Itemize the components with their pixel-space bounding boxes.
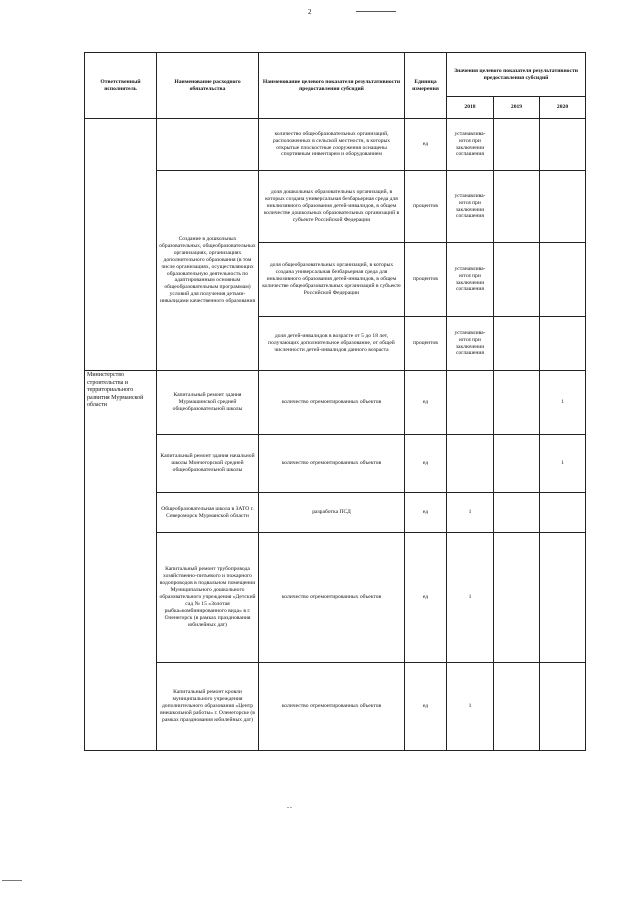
value-2018-cell [447,435,494,493]
value-2019-cell [494,435,540,493]
header-unit: Единица измерения [405,53,447,119]
header-executor: Ответственный исполнитель [85,53,157,119]
value-2019-cell [494,663,540,751]
value-2020-cell [540,493,586,533]
indicator-cell: доля общеобразовательных организаций, в которых создана универсальная безбарьерная среда для инклюзивного образования детей-инвалидов, в общем количестве общеобразовательных организаций в субъекте Российской Федерации [259,243,405,317]
value-2019-cell [494,493,540,533]
value-2019-cell [494,243,540,317]
value-2018-cell: 1 [447,663,494,751]
value-2020-cell [540,171,586,243]
value-2018-cell: 1 [447,493,494,533]
unit-cell: ед [405,663,447,751]
table-row [85,493,586,533]
indicator-cell: количество отремонтированных объектов [259,533,405,663]
indicator-cell: разработка ПСД [259,493,405,533]
executor-cell-empty [85,119,157,371]
value-2020-cell: 1 [540,435,586,493]
unit-cell: ед [405,119,447,171]
value-2018-cell: 1 [447,533,494,663]
table-row [85,119,586,171]
table-row [85,663,586,751]
header-year-2018: 2018 [447,97,494,119]
table-row [85,435,586,493]
value-2018-cell: устанавлива-ются при заключении соглашения [447,171,494,243]
unit-cell: процентов [405,317,447,371]
table-row [85,371,586,435]
unit-cell: ед [405,435,447,493]
unit-cell: процентов [405,243,447,317]
scan-edge-mark [2,880,22,881]
page-number: 2 [308,8,312,16]
obligation-cell: Капитальный ремонт здания Мурмашинской средней общеобразовательной школы [157,371,259,435]
value-2019-cell [494,171,540,243]
obligation-cell: Капитальный ремонт трубопровода хозяйственно-питьевого и пожарного водопроводов в подвальном помещении Муниципального дошкольного образовательного учреждения «Детский сад № 15 «Золотая рыбка»комбинированного вида» в г. Оленегорск (в рамках празднования юбилейных дат) [157,533,259,663]
executor-cell: Министерство строительства и территориального развития Мурманской области [85,371,157,751]
footer-mark: .. [287,801,293,810]
unit-cell: ед [405,493,447,533]
value-2020-cell [540,663,586,751]
unit-cell: ед [405,371,447,435]
unit-cell: ед [405,533,447,663]
value-2019-cell [494,533,540,663]
value-2018-cell [447,371,494,435]
indicator-cell: доля детей-инвалидов в возрасте от 5 до 18 лет, получающих дополнительное образование, от общей численности детей-инвалидов данного возраста [259,317,405,371]
header-year-2020: 2020 [540,97,586,119]
value-2020-cell [540,243,586,317]
subsidy-indicator-table [84,52,586,751]
header-target-values: Значения целевого показателя результативности предоставления субсидий [447,53,586,97]
table-row [85,533,586,663]
value-2020-cell [540,533,586,663]
value-2020-cell [540,317,586,371]
obligation-cell: Общеобразовательная школа в ЗАТО г. Североморск Мурманской области [157,493,259,533]
table-row [85,171,586,243]
obligation-cell: Капитальный ремонт кровли муниципального учреждения дополнительного образования «Центр внешкольной работы» г. Оленегорске (в рамках празднования юбилейных дат) [157,663,259,751]
header-obligation: Наименование расходного обязательства [157,53,259,119]
indicator-cell: количество отремонтированных объектов [259,435,405,493]
value-2018-cell: устанавлива-ются при заключении соглашения [447,243,494,317]
obligation-cell-empty [157,119,259,171]
value-2020-cell: 1 [540,371,586,435]
indicator-cell: количество общеобразовательных организаций, расположенных в сельской местности, в которых открытые плоскостные сооружения оснащены спортивным инвентарем и оборудованием [259,119,405,171]
indicator-cell: доля дошкольных образовательных организаций, в которых создана универсальная безбарьерная среда для инклюзивного образования детей-инвалидов, в общем количестве дошкольных образовательных организаций в субъекте Российской Федерации [259,171,405,243]
value-2018-cell: устанавлива-ются при заключении соглашения [447,119,494,171]
obligation-cell: Создание в дошкольных образовательных, общеобразовательных организациях, организациях дополнительного образования (в том числе организациях, осуществляющих образовательную деятельность по адаптированным основным общеобразовательным программам) условий для получения детьми-инвалидами качественного образования [157,171,259,371]
value-2019-cell [494,371,540,435]
header-indicator: Наименование целевого показателя результативности предоставления субсидий [259,53,405,119]
indicator-cell: количество отремонтированных объектов [259,371,405,435]
obligation-cell: Капитальный ремонт здания начальной школы Мончегорской средней общеобразовательной школы [157,435,259,493]
unit-cell: процентов [405,171,447,243]
header-year-2019: 2019 [494,97,540,119]
value-2019-cell [494,317,540,371]
value-2018-cell: устанавлива-ются при заключении соглашения [447,317,494,371]
value-2020-cell [540,119,586,171]
indicator-cell: количество отремонтированных объектов [259,663,405,751]
header-rule [356,11,396,12]
value-2019-cell [494,119,540,171]
